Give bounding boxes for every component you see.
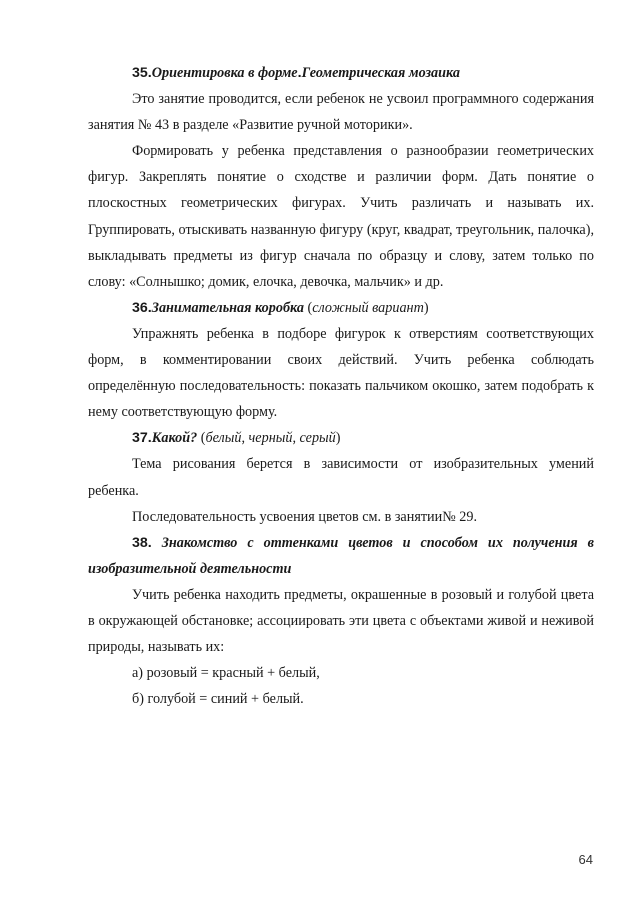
section-variant: сложный вариант: [312, 299, 424, 316]
section-number: 36.: [132, 299, 152, 316]
list-item-a: а) розовый = красный + белый,: [132, 665, 320, 682]
paragraph: Тема рисования берется в зависимости от изобразительных умений ребенка.: [88, 456, 594, 499]
section-number: 38.: [132, 534, 152, 551]
section-title: Знакомство с оттенками цветов и способом их получения в изобразительной деятельности: [88, 534, 595, 577]
page-text: [88, 60, 594, 712]
section-title: Занимательная коробка: [151, 299, 304, 316]
section-37-heading: 37.Какой? (белый, черный, серый): [132, 430, 341, 447]
list-item-b: б) голубой = синий + белый.: [132, 691, 304, 708]
title-separator: .: [297, 65, 302, 81]
paragraph: Это занятие проводится, если ребенок не усвоил программного содержания занятия № 43 в разделе «Развитие ручной моторики».: [88, 91, 594, 134]
section-number: 35.: [132, 65, 152, 81]
paragraph: Формировать у ребенка представления о разнообразии геометрических фигур. Закреплять понятие о сходстве и различии форм. Дать понятие о плоскостных геометрических фигурах. Учить различать и называть их. Группировать, отыскивать названную фигуру (круг, квадрат, треугольник, палочка), выкладывать предметы из фигур сначала по образцу и слову, затем только по слову: «Солнышко; домик, елочка, девочка, мальчик» и др.: [88, 143, 594, 290]
color-black: черный: [248, 430, 293, 447]
section-36-heading: 36.Занимательная коробка (сложный вариант): [132, 299, 429, 316]
section-subtitle: Геометрическая мозаика: [301, 65, 460, 81]
section-title: Какой?: [151, 430, 198, 447]
page-number: 64: [578, 852, 593, 867]
color-gray: серый: [299, 430, 336, 447]
paragraph: Учить ребенка находить предметы, окрашенные в розовый и голубой цвета в окружающей обстановке; ассоциировать эти цвета с объектами живой и неживой природы, называть их:: [88, 586, 594, 656]
section-title: Ориентировка в форме: [151, 65, 298, 81]
paragraph: Упражнять ребенка в подборе фигурок к отверстиям соответствующих форм, в комментировании своих действий. Учить ребенка соблюдать определённую последовательность: показать пальчиком окошко, затем подобрать к нему соответствующую форму.: [88, 325, 594, 421]
paragraph: Последовательность усвоения цветов см. в занятии№ 29.: [132, 508, 478, 525]
section-number: 37.: [132, 430, 152, 447]
section-38-heading: [88, 530, 594, 582]
color-white: белый: [205, 430, 242, 447]
section-35-heading: [88, 60, 594, 86]
